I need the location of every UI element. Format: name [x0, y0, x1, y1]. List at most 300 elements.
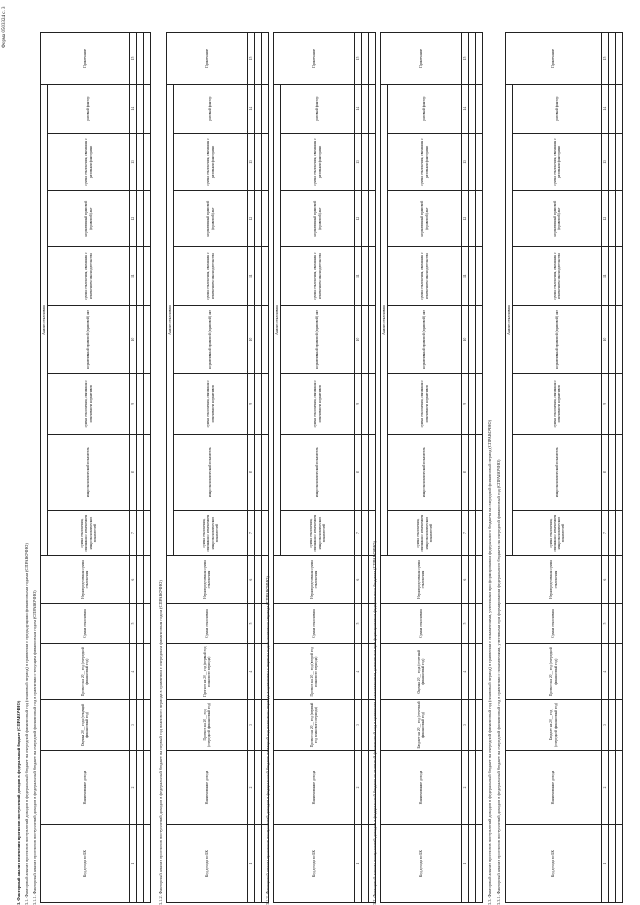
table-cell[interactable] — [469, 644, 476, 700]
table-cell[interactable] — [262, 133, 269, 190]
subsection-3-1-1: 3.1.1. Факторный анализ прогнозов поступлений доходов в федеральный бюджет на очередной финансовый год в сравнении с текущим финансовым годом (СПРАВОЧНО) — [32, 590, 37, 905]
column-header: сумма отклонения, связанная с изменением законодательства — [513, 247, 602, 306]
column-header: Нераспределенная сумма отклонения — [274, 556, 355, 603]
table-row — [255, 33, 262, 903]
table-cell[interactable] — [137, 191, 144, 247]
analysis-table-5 — [505, 32, 623, 903]
column-number: 3 — [130, 700, 137, 751]
table-cell[interactable] — [144, 373, 151, 434]
column-number: 6 — [462, 556, 469, 603]
column-number: 2 — [602, 750, 609, 824]
form-code: Форма 0503324 с. 3 — [2, 6, 7, 48]
table-cell[interactable] — [476, 373, 483, 434]
table-cell[interactable] — [609, 510, 616, 556]
table-cell[interactable] — [362, 84, 369, 133]
table-cell[interactable] — [469, 556, 476, 603]
table-cell[interactable] — [255, 603, 262, 644]
table-cell[interactable] — [137, 247, 144, 306]
column-header: Наименование дохода — [381, 750, 462, 824]
column-number: 4 — [355, 644, 362, 700]
column-number: 1 — [602, 825, 609, 903]
column-number: 10 — [130, 306, 137, 374]
table-cell[interactable] — [262, 434, 269, 510]
analysis-table-1 — [40, 32, 151, 903]
table-row — [469, 33, 476, 903]
column-header: Оценка 20__ года (отчетный финансовый год) — [381, 644, 462, 700]
table-cell[interactable] — [255, 247, 262, 306]
column-number: 6 — [602, 556, 609, 603]
table-cell[interactable] — [616, 33, 623, 85]
column-number: 13 — [602, 133, 609, 190]
table-cell[interactable] — [476, 191, 483, 247]
column-group-header: Анализ отклонения — [506, 84, 513, 556]
table-cell[interactable] — [369, 84, 376, 133]
table-row — [476, 33, 483, 903]
column-header: сумма отклонения, связанная с изменением законодательства — [388, 247, 462, 306]
table-cell[interactable] — [144, 644, 151, 700]
table-cell[interactable] — [469, 33, 476, 85]
table-cell[interactable] — [369, 510, 376, 556]
table-cell[interactable] — [262, 84, 269, 133]
table-cell[interactable] — [137, 700, 144, 751]
column-number: 15 — [130, 33, 137, 85]
column-number: 13 — [130, 133, 137, 190]
table-cell[interactable] — [476, 247, 483, 306]
column-number: 11 — [248, 247, 255, 306]
column-number: 1 — [130, 825, 137, 903]
table-cell[interactable] — [369, 556, 376, 603]
column-number: 7 — [130, 510, 137, 556]
table-cell[interactable] — [469, 133, 476, 190]
column-header: Бюджет на 20__ год (очередной финансовый год) — [506, 700, 602, 751]
column-header: сумма отклонения, связанная с изменением макроэкономических показателей — [48, 510, 130, 556]
column-number: 9 — [130, 373, 137, 434]
column-number: 7 — [462, 510, 469, 556]
table-cell[interactable] — [255, 133, 262, 190]
table-cell[interactable] — [262, 191, 269, 247]
table-cell[interactable] — [616, 750, 623, 824]
table-cell[interactable] — [369, 191, 376, 247]
column-header: сумма отклонения, связанная с разовыми факторами — [388, 133, 462, 190]
column-group-header: Анализ отклонения — [274, 84, 281, 556]
table-cell[interactable] — [255, 825, 262, 903]
table-cell[interactable] — [362, 700, 369, 751]
table-cell[interactable] — [609, 556, 616, 603]
column-number: 11 — [602, 247, 609, 306]
table-row — [609, 33, 616, 903]
table-cell[interactable] — [609, 247, 616, 306]
column-header: Сумма отклонения — [167, 603, 248, 644]
column-header: нормативный правовой (правовой) акт — [513, 306, 602, 374]
table-row — [362, 33, 369, 903]
column-header: нормативный правовой (правовой) акт — [513, 191, 602, 247]
table-cell[interactable] — [609, 700, 616, 751]
column-header: нормативный правовой (правовой) акт — [174, 191, 248, 247]
column-header: Оценка 20__ года (текущий финансовый год) — [41, 700, 130, 751]
subsection-3-3-1: 3.3.1. Факторный анализ прогнозов поступлений доходов в федеральный бюджет на очередной финансовый год в сравнении с показателями, учтенными при формировании федерального бюджета на очередной финансовый год (СПРАВОЧНО) — [496, 459, 501, 905]
table-cell[interactable] — [616, 191, 623, 247]
column-number: 11 — [130, 247, 137, 306]
table-cell[interactable] — [369, 700, 376, 751]
column-header: Прогноз на 20__ год (первый год планового периода) — [274, 700, 355, 751]
table-cell[interactable] — [262, 644, 269, 700]
table-cell[interactable] — [616, 825, 623, 903]
column-number: 9 — [462, 373, 469, 434]
column-number: 9 — [355, 373, 362, 434]
table-cell[interactable] — [255, 700, 262, 751]
table-cell[interactable] — [616, 603, 623, 644]
column-header: Примечание — [167, 33, 248, 85]
table-cell[interactable] — [144, 750, 151, 824]
column-header: Прогноз на 20__ год (второй год планового периода) — [274, 644, 355, 700]
column-number: 1 — [248, 825, 255, 903]
column-number: 12 — [602, 191, 609, 247]
table-cell[interactable] — [144, 247, 151, 306]
subsection-3-1-3: 3.1.3. Факторный анализ прогнозов поступлений доходов в федеральный бюджет на второй год планового периода в сравнении с первым годом планового периода (СПРАВОЧНО) — [265, 576, 270, 905]
column-header: Прогноз на 20__ год (очередной финансовый год) — [167, 700, 248, 751]
column-number: 12 — [248, 191, 255, 247]
table-row — [616, 33, 623, 903]
column-header: сумма отклонения, связанная с разовыми факторами — [174, 133, 248, 190]
table-cell[interactable] — [609, 33, 616, 85]
table-cell[interactable] — [255, 306, 262, 374]
table-cell[interactable] — [369, 247, 376, 306]
table-cell[interactable] — [469, 510, 476, 556]
column-number: 13 — [462, 133, 469, 190]
table-cell[interactable] — [469, 603, 476, 644]
table-cell[interactable] — [137, 510, 144, 556]
table-cell[interactable] — [469, 700, 476, 751]
column-header: нормативный правовой (правовой) акт — [281, 306, 355, 374]
subsection-3-1: 3.1. Факторный анализ прогнозов поступлений доходов в федеральный бюджет на очередной финансовый год (плановый период) в сравнении с предыдущими финансовыми годами (СПРАВОЧНО) — [24, 543, 29, 905]
column-number: 13 — [248, 133, 255, 190]
column-header: нормативный правовой (правовой) акт — [48, 306, 130, 374]
table-cell[interactable] — [609, 133, 616, 190]
table-cell[interactable] — [362, 247, 369, 306]
table-cell[interactable] — [369, 373, 376, 434]
column-number: 5 — [462, 603, 469, 644]
table-cell[interactable] — [609, 644, 616, 700]
table-cell[interactable] — [469, 191, 476, 247]
table-cell[interactable] — [262, 825, 269, 903]
table-cell[interactable] — [369, 33, 376, 85]
table-cell[interactable] — [137, 825, 144, 903]
table-cell[interactable] — [609, 434, 616, 510]
column-number: 5 — [602, 603, 609, 644]
column-header: Наименование дохода — [506, 750, 602, 824]
table-cell[interactable] — [469, 247, 476, 306]
column-header: сумма отклонения, связанная с изменением законодательства — [281, 247, 355, 306]
table-cell[interactable] — [144, 191, 151, 247]
analysis-table-4 — [380, 32, 483, 903]
column-header: Сумма отклонения — [274, 603, 355, 644]
table-cell[interactable] — [137, 84, 144, 133]
column-header: макроэкономический показатель — [513, 434, 602, 510]
table-cell[interactable] — [369, 603, 376, 644]
table-cell[interactable] — [609, 306, 616, 374]
table-cell[interactable] — [255, 644, 262, 700]
column-group-header: Анализ отклонения — [381, 84, 388, 556]
table-cell[interactable] — [255, 750, 262, 824]
column-number: 6 — [130, 556, 137, 603]
table-cell[interactable] — [255, 191, 262, 247]
table-cell[interactable] — [144, 306, 151, 374]
column-number: 3 — [355, 700, 362, 751]
table-cell[interactable] — [469, 434, 476, 510]
analysis-table-2 — [166, 32, 269, 903]
column-number: 4 — [602, 644, 609, 700]
table-cell[interactable] — [369, 750, 376, 824]
table-cell[interactable] — [362, 750, 369, 824]
table-cell[interactable] — [137, 133, 144, 190]
column-number: 2 — [130, 750, 137, 824]
column-header: сумма отклонения, связанная с изменением нормативов — [48, 373, 130, 434]
column-header: Примечание — [506, 33, 602, 85]
column-header: сумма отклонения, связанная с разовыми факторами — [48, 133, 130, 190]
table-cell[interactable] — [262, 556, 269, 603]
column-number: 13 — [355, 133, 362, 190]
table-cell[interactable] — [262, 33, 269, 85]
column-number: 4 — [130, 644, 137, 700]
column-header: Примечание — [274, 33, 355, 85]
table-cell[interactable] — [469, 306, 476, 374]
subsection-3-2: 3.2. Факторный анализ поступлений доходов в федеральный бюджет за отчетный финансовый год в сравнении с показателями, учтенными при формировании федерального бюджета (СПРАВОЧНО) — [372, 541, 377, 905]
table-row — [144, 33, 151, 903]
table-cell[interactable] — [362, 434, 369, 510]
table-cell[interactable] — [609, 373, 616, 434]
column-header: Прогноз на 20__ год (очередной финансовый год) — [41, 644, 130, 700]
table-row — [369, 33, 376, 903]
column-number: 15 — [602, 33, 609, 85]
table-cell[interactable] — [137, 556, 144, 603]
table-cell[interactable] — [137, 373, 144, 434]
column-number: 14 — [248, 84, 255, 133]
column-header: сумма отклонения, связанная с изменением макроэкономических показателей — [174, 510, 248, 556]
table-cell[interactable] — [362, 556, 369, 603]
table-row — [262, 33, 269, 903]
column-number: 10 — [355, 306, 362, 374]
table-cell[interactable] — [609, 191, 616, 247]
column-header: разовый фактор — [174, 84, 248, 133]
table-cell[interactable] — [476, 603, 483, 644]
column-header: сумма отклонения, связанная с изменением законодательства — [174, 247, 248, 306]
table-cell[interactable] — [476, 33, 483, 85]
table-cell[interactable] — [616, 373, 623, 434]
table-row — [137, 33, 144, 903]
column-header: Код дохода по БК — [381, 825, 462, 903]
table-cell[interactable] — [369, 306, 376, 374]
column-header: сумма отклонения, связанная с изменением макроэкономических показателей — [388, 510, 462, 556]
column-header: сумма отклонения, связанная с изменением нормативов — [281, 373, 355, 434]
table-cell[interactable] — [262, 750, 269, 824]
table-cell[interactable] — [476, 510, 483, 556]
column-number: 2 — [248, 750, 255, 824]
table-cell[interactable] — [616, 556, 623, 603]
table-cell[interactable] — [476, 556, 483, 603]
column-header: Наименование дохода — [41, 750, 130, 824]
table-cell[interactable] — [369, 133, 376, 190]
table-cell[interactable] — [362, 133, 369, 190]
column-number: 12 — [462, 191, 469, 247]
table-cell[interactable] — [476, 306, 483, 374]
table-cell[interactable] — [476, 644, 483, 700]
table-cell[interactable] — [616, 84, 623, 133]
table-cell[interactable] — [362, 306, 369, 374]
column-number: 1 — [462, 825, 469, 903]
table-cell[interactable] — [609, 825, 616, 903]
subsection-3-1-2: 3.1.2. Факторный анализ прогнозов поступлений доходов в федеральный бюджет на первый год планового периода в сравнении с очередным финансовым годом (СПРАВОЧНО) — [158, 580, 163, 905]
table-cell[interactable] — [144, 700, 151, 751]
table-cell[interactable] — [476, 750, 483, 824]
table-cell[interactable] — [469, 750, 476, 824]
column-number: 8 — [130, 434, 137, 510]
table-cell[interactable] — [362, 191, 369, 247]
table-cell[interactable] — [137, 644, 144, 700]
column-number: 9 — [248, 373, 255, 434]
table-cell[interactable] — [255, 510, 262, 556]
table-cell[interactable] — [476, 700, 483, 751]
column-header: сумма отклонения, связанная с разовыми факторами — [513, 133, 602, 190]
table-cell[interactable] — [369, 434, 376, 510]
table-cell[interactable] — [255, 556, 262, 603]
table-cell[interactable] — [262, 603, 269, 644]
table-cell[interactable] — [616, 434, 623, 510]
table-cell[interactable] — [616, 510, 623, 556]
column-header: сумма отклонения, связанная с изменением законодательства — [48, 247, 130, 306]
column-number: 7 — [248, 510, 255, 556]
column-header: нормативный правовой (правовой) акт — [174, 306, 248, 374]
table-cell[interactable] — [262, 700, 269, 751]
column-number: 2 — [355, 750, 362, 824]
table-cell[interactable] — [369, 644, 376, 700]
table-cell[interactable] — [262, 510, 269, 556]
table-cell[interactable] — [469, 84, 476, 133]
column-number: 9 — [602, 373, 609, 434]
column-number: 14 — [602, 84, 609, 133]
column-group-header: Анализ отклонения — [41, 84, 48, 556]
table-cell[interactable] — [144, 33, 151, 85]
column-number: 4 — [462, 644, 469, 700]
column-header: сумма отклонения, связанная с изменением макроэкономических показателей — [281, 510, 355, 556]
table-cell[interactable] — [616, 133, 623, 190]
column-header: макроэкономический показатель — [174, 434, 248, 510]
table-cell[interactable] — [137, 750, 144, 824]
table-cell[interactable] — [362, 603, 369, 644]
table-cell[interactable] — [137, 603, 144, 644]
table-cell[interactable] — [616, 247, 623, 306]
column-header: разовый фактор — [388, 84, 462, 133]
table-cell[interactable] — [144, 603, 151, 644]
table-cell[interactable] — [137, 434, 144, 510]
column-number: 6 — [355, 556, 362, 603]
table-cell[interactable] — [255, 373, 262, 434]
column-header: Код дохода по БК — [506, 825, 602, 903]
table-cell[interactable] — [609, 750, 616, 824]
column-header: макроэкономический показатель — [281, 434, 355, 510]
table-cell[interactable] — [609, 84, 616, 133]
column-number: 5 — [248, 603, 255, 644]
column-header: сумма отклонения, связанная с изменением нормативов — [174, 373, 248, 434]
column-number: 8 — [602, 434, 609, 510]
column-header: нормативный правовой (правовой) акт — [281, 191, 355, 247]
table-cell[interactable] — [262, 247, 269, 306]
table-cell[interactable] — [144, 825, 151, 903]
table-cell[interactable] — [476, 84, 483, 133]
table-cell[interactable] — [255, 84, 262, 133]
column-number: 8 — [462, 434, 469, 510]
table-cell[interactable] — [609, 603, 616, 644]
column-header: Прогноз на 20__ год (первый год планового периода) — [167, 644, 248, 700]
table-cell[interactable] — [137, 306, 144, 374]
table-cell[interactable] — [469, 373, 476, 434]
table-cell[interactable] — [262, 306, 269, 374]
column-number: 12 — [130, 191, 137, 247]
column-number: 8 — [248, 434, 255, 510]
column-number: 8 — [355, 434, 362, 510]
column-number: 15 — [355, 33, 362, 85]
column-number: 6 — [248, 556, 255, 603]
table-cell[interactable] — [262, 373, 269, 434]
column-header: Код дохода по БК — [41, 825, 130, 903]
column-number: 14 — [355, 84, 362, 133]
column-header: Нераспределенная сумма отклонения — [506, 556, 602, 603]
table-cell[interactable] — [144, 434, 151, 510]
column-number: 3 — [602, 700, 609, 751]
table-cell[interactable] — [362, 825, 369, 903]
column-number: 5 — [355, 603, 362, 644]
column-number: 12 — [355, 191, 362, 247]
table-cell[interactable] — [144, 556, 151, 603]
column-header: сумма отклонения, связанная с изменением нормативов — [388, 373, 462, 434]
table-cell[interactable] — [469, 825, 476, 903]
column-number: 3 — [248, 700, 255, 751]
column-header: Сумма отклонения — [381, 603, 462, 644]
column-header: сумма отклонения, связанная с изменением макроэкономических показателей — [513, 510, 602, 556]
column-number: 7 — [355, 510, 362, 556]
column-number: 2 — [462, 750, 469, 824]
table-cell[interactable] — [362, 644, 369, 700]
column-number: 11 — [462, 247, 469, 306]
table-cell[interactable] — [362, 510, 369, 556]
table-cell[interactable] — [255, 33, 262, 85]
column-header: Наименование дохода — [167, 750, 248, 824]
table-cell[interactable] — [616, 700, 623, 751]
table-cell[interactable] — [616, 644, 623, 700]
column-header: Прогноз на 20__ год (очередной финансовый год) — [506, 644, 602, 700]
table-cell[interactable] — [616, 306, 623, 374]
column-header: разовый фактор — [281, 84, 355, 133]
table-cell[interactable] — [476, 434, 483, 510]
column-group-header: Анализ отклонения — [167, 84, 174, 556]
column-number: 7 — [602, 510, 609, 556]
column-number: 3 — [462, 700, 469, 751]
table-cell[interactable] — [369, 825, 376, 903]
table-cell[interactable] — [362, 33, 369, 85]
table-cell[interactable] — [476, 825, 483, 903]
table-cell[interactable] — [144, 133, 151, 190]
table-cell[interactable] — [144, 84, 151, 133]
table-cell[interactable] — [362, 373, 369, 434]
column-header: Бюджет на 20__ год (отчетный финансовый год) — [381, 700, 462, 751]
table-cell[interactable] — [476, 133, 483, 190]
column-header: сумма отклонения, связанная с разовыми факторами — [281, 133, 355, 190]
table-cell[interactable] — [137, 33, 144, 85]
column-header: макроэкономический показатель — [388, 434, 462, 510]
table-cell[interactable] — [144, 510, 151, 556]
column-header: нормативный правовой (правовой) акт — [388, 191, 462, 247]
table-cell[interactable] — [255, 434, 262, 510]
column-number: 1 — [355, 825, 362, 903]
